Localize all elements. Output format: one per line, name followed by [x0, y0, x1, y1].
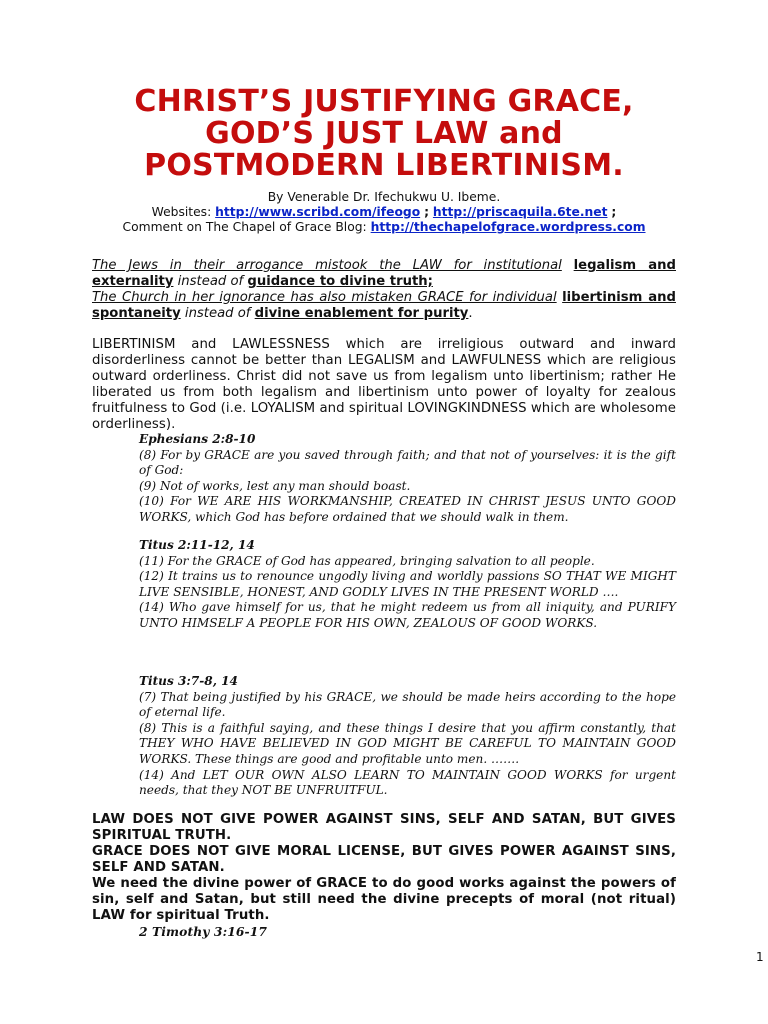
scripture-verse: (12) It trains us to renounce ungodly living and worldly passions SO THAT WE MIGHT LIVE SENSIBLE, HONEST, AND GODLY LIVES IN THE PRESENT WORLD ….: [139, 569, 676, 599]
scripture-verse: (14) Who gave himself for us, that he might redeem us from all iniquity, and PURIFY UNTO HIMSELF A PEOPLE FOR HIS OWN, ZEALOUS OF GOOD WORKS.: [139, 600, 676, 630]
scripture-verse: (9) Not of works, lest any man should boast.: [139, 478, 411, 493]
intro-text: The Jews in their arrogance mistook the LAW for institutional: [92, 258, 562, 273]
document-title: [92, 86, 676, 182]
intro-text: The Church in her ignorance has also mistaken GRACE for individual: [92, 290, 557, 305]
scripture-reference-timothy: 2 Timothy 3:16-17: [139, 924, 268, 939]
intro-line-jews: [92, 258, 676, 290]
websites-line: [92, 205, 676, 220]
intro-text: instead of: [184, 306, 251, 321]
intro-emphasis: guidance to divine truth;: [247, 274, 433, 289]
scripture-verse: (8) For by GRACE are you saved through faith; and that not of yourselves: it is the gift of God:: [139, 447, 676, 478]
intro-period: .: [468, 306, 473, 321]
page-number: 1: [756, 950, 764, 964]
intro-text: instead of: [177, 274, 244, 289]
websites-label: Websites:: [151, 205, 212, 219]
blog-link[interactable]: http://thechapelofgrace.wordpress.com: [370, 220, 646, 234]
scripture-ephesians: [139, 432, 676, 526]
intro-emphasis: libertinism and spontaneity: [92, 290, 676, 321]
intro-emphasis: legalism and externality: [92, 258, 676, 289]
title-line-1: CHRIST’S JUSTIFYING GRACE,: [134, 84, 634, 119]
website-link-priscaquila[interactable]: http://priscaquila.6te.net: [432, 205, 608, 219]
scripture-verse: (8) This is a faithful saying, and these things I desire that you affirm constantly, that THEY WHO HAVE BELIEVED IN GOD MIGHT BE CAREFUL TO MAINTAIN GOOD WORKS. These things are good and profitable unto men. …….: [139, 720, 676, 766]
title-line-2: GOD’S JUST LAW and: [205, 116, 563, 151]
blog-label: Comment on The Chapel of Grace Blog:: [122, 220, 367, 234]
blog-line: [92, 220, 676, 235]
scripture-reference: Titus 3:7-8, 14: [139, 674, 238, 688]
author-line: By Venerable Dr. Ifechukwu U. Ibeme.: [267, 190, 501, 204]
scripture-verse: (14) And LET OUR OWN ALSO LEARN TO MAINTAIN GOOD WORKS for urgent needs, that they NOT BE UNFRUITFUL.: [139, 767, 676, 798]
scripture-reference: Titus 2:11-12, 14: [139, 538, 255, 552]
law-statement: LAW DOES NOT GIVE POWER AGAINST SINS, SELF AND SATAN, BUT GIVES SPIRITUAL TRUTH.: [92, 812, 676, 843]
scripture-titus-2: [139, 538, 676, 632]
title-line-3: POSTMODERN LIBERTINISM.: [144, 148, 624, 183]
link-end-separator: ;: [611, 205, 617, 219]
link-separator: ;: [424, 205, 429, 219]
scripture-verse: (11) For the GRACE of God has appeared, bringing salvation to all people.: [139, 553, 595, 568]
grace-statement: GRACE DOES NOT GIVE MORAL LICENSE, BUT GIVES POWER AGAINST SINS, SELF AND SATAN.: [92, 844, 676, 875]
libertinism-paragraph: LIBERTINISM and LAWLESSNESS which are irreligious outward and inward disorderliness cannot be better than LEGALISM and LAWFULNESS which are religious outward orderliness. Christ did not save us from legalism unto libertinism; rather He liberated us from both legalism and libertinism unto power of loyalty for zealous fruitfulness to God (i.e. LOYALISM and spiritual LOVINGKINDNESS which are wholesome orderliness).: [92, 337, 676, 432]
byline: [92, 190, 676, 235]
closing-statements: [92, 812, 676, 940]
need-statement: We need the divine power of GRACE to do good works against the powers of sin, self and Satan, but still need the divine precepts of moral (not ritual) LAW for spiritual Truth.: [92, 876, 676, 923]
website-link-scribd[interactable]: http://www.scribd.com/ifeogo: [215, 205, 421, 219]
intro-line-church: [92, 290, 676, 322]
scripture-titus-3: [139, 674, 676, 799]
intro-emphasis: divine enablement for purity: [254, 306, 469, 321]
scripture-reference: Ephesians 2:8-10: [139, 432, 256, 446]
scripture-verse: (10) For WE ARE HIS WORKMANSHIP, CREATED IN CHRIST JESUS UNTO GOOD WORKS, which God has before ordained that we should walk in them.: [139, 494, 676, 524]
scripture-verse: (7) That being justified by his GRACE, we should be made heirs according to the hope of eternal life.: [139, 689, 676, 720]
intro-statement: [92, 258, 676, 322]
